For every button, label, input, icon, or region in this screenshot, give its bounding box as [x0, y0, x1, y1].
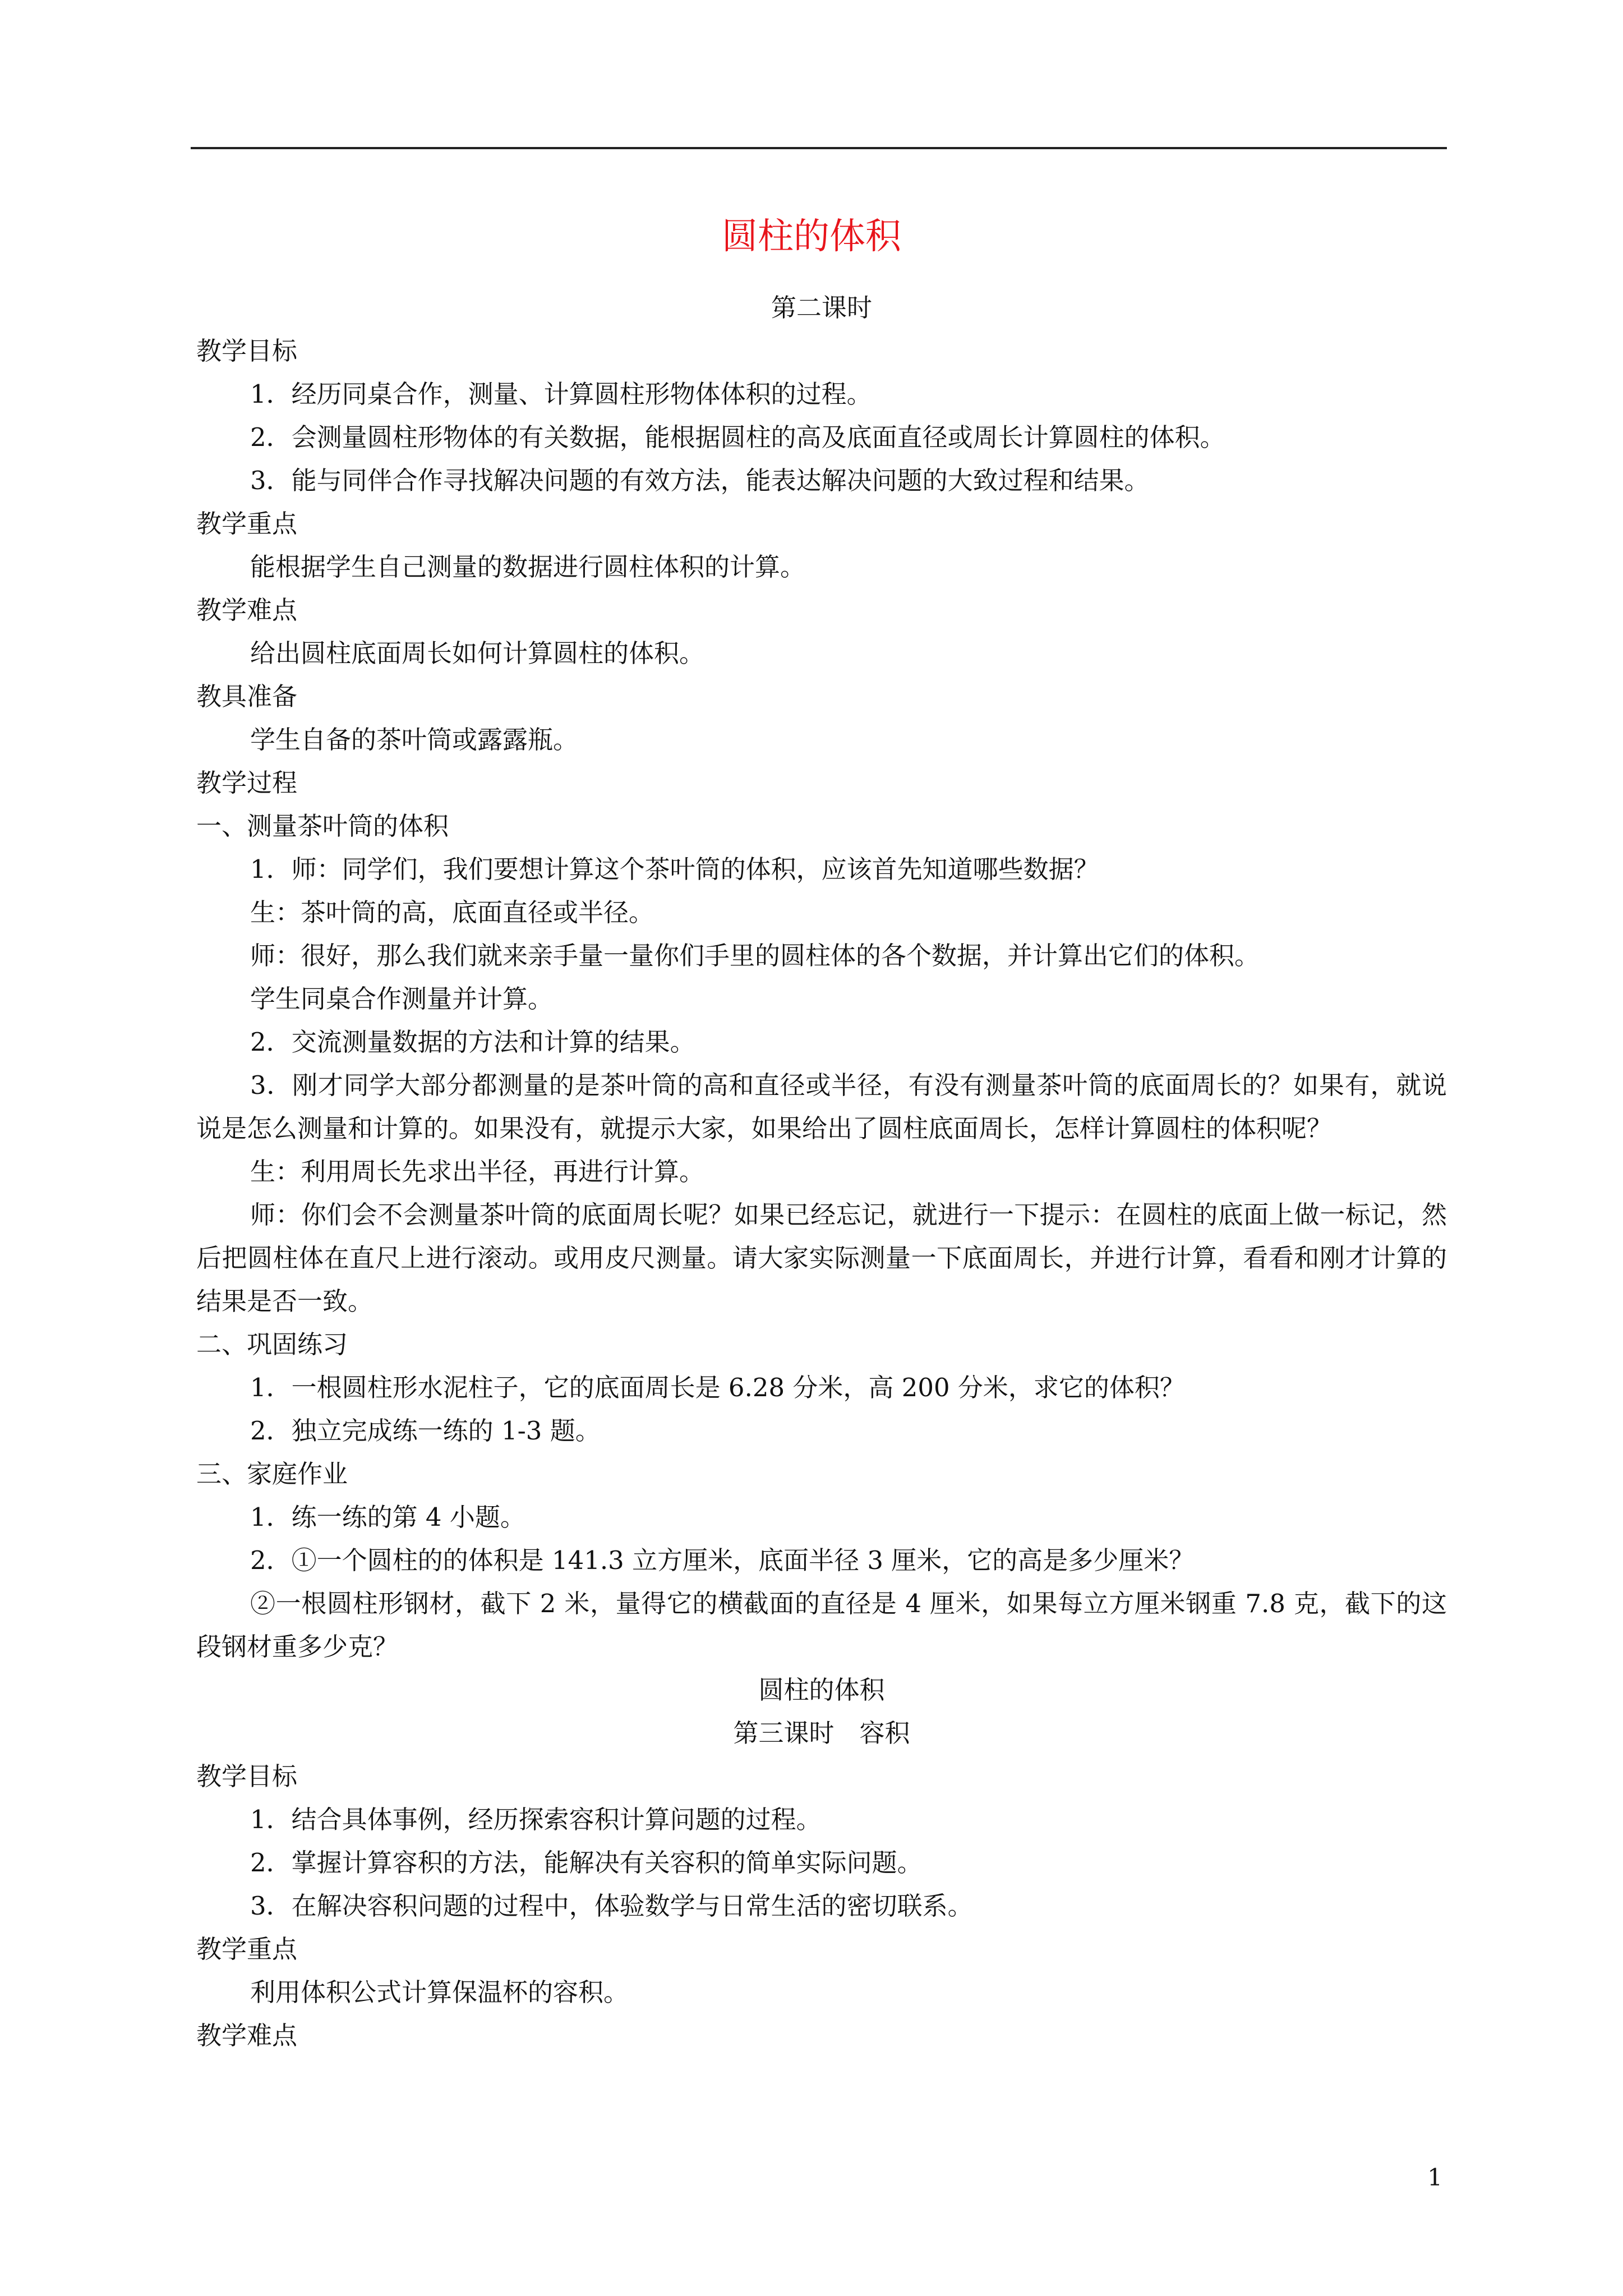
paragraph: 学生自备的茶叶筒或露露瓶。 [250, 725, 579, 754]
paragraph: 师：你们会不会测量茶叶筒的底面周长呢？如果已经忘记，就进行一下提示：在圆柱的底面上做一标记，然后把圆柱体在直尺上进行滚动。或用皮尺测量。请大家实际测量一下底面周长，并进行计算，看看和刚才计算的结果是否一致。 [196, 1200, 1447, 1316]
lesson-subtitle: 第二课时 [771, 293, 872, 323]
homework-item: 1．练一练的第 4 小题。 [250, 1502, 525, 1532]
section-heading: 教学目标 [196, 1761, 298, 1791]
homework-item: 2．①一个圆柱的的体积是 141.3 立方厘米，底面半径 3 厘米，它的高是多少厘米？ [250, 1545, 1195, 1575]
section-heading: 教学目标 [196, 336, 298, 366]
paragraph: 2．交流测量数据的方法和计算的结果。 [250, 1027, 695, 1057]
subsection-heading: 一、测量茶叶筒的体积 [196, 811, 449, 841]
paragraph: 3．刚才同学大部分都测量的是茶叶筒的高和直径或半径，有没有测量茶叶筒的底面周长的？如果有，就说说是怎么测量和计算的。如果没有，就提示大家，如果给出了圆柱底面周长，怎样计算圆柱的体积呢？ [196, 1070, 1447, 1143]
subsection-heading: 二、巩固练习 [196, 1329, 348, 1359]
section-heading: 教学重点 [196, 509, 298, 539]
section-heading: 教学难点 [196, 2021, 298, 2050]
paragraph: 学生同桌合作测量并计算。 [250, 984, 554, 1014]
paragraph: 师：很好，那么我们就来亲手量一量你们手里的圆柱体的各个数据，并计算出它们的体积。 [250, 941, 1260, 970]
document-body [196, 286, 1447, 2057]
objective-item: 3．能与同伴合作寻找解决问题的有效方法，能表达解决问题的大致过程和结果。 [250, 466, 1150, 495]
second-lesson-title: 圆柱的体积 [758, 1675, 885, 1705]
page-number: 1 [1427, 2164, 1442, 2191]
paragraph: 1．师：同学们，我们要想计算这个茶叶筒的体积，应该首先知道哪些数据？ [250, 854, 1099, 884]
section-heading: 教学重点 [196, 1934, 298, 1964]
paragraph: 给出圆柱底面周长如何计算圆柱的体积。 [250, 638, 705, 668]
objective-item: 2．会测量圆柱形物体的有关数据，能根据圆柱的高及底面直径或周长计算圆柱的体积。 [250, 422, 1225, 452]
exercise-item: 2．独立完成练一练的 1-3 题。 [250, 1416, 601, 1446]
document-title: 圆柱的体积 [722, 216, 901, 257]
paragraph: 能根据学生自己测量的数据进行圆柱体积的计算。 [250, 552, 806, 582]
lesson-subtitle: 第三课时 容积 [733, 1718, 910, 1748]
section-heading: 教学过程 [196, 768, 298, 798]
exercise-item: 1．一根圆柱形水泥柱子，它的底面周长是 6.28 分米，高 200 分米，求它的体积？ [250, 1373, 1185, 1402]
header-rule [191, 147, 1447, 149]
section-heading: 教学难点 [196, 595, 298, 625]
objective-item: 1．结合具体事例，经历探索容积计算问题的过程。 [250, 1805, 822, 1834]
homework-item: ②一根圆柱形钢材，截下 2 米，量得它的横截面的直径是 4 厘米，如果每立方厘米钢重 7.8 克，截下的这段钢材重多少克？ [196, 1589, 1447, 1662]
section-heading: 教具准备 [196, 682, 298, 711]
paragraph: 生：茶叶筒的高，底面直径或半径。 [250, 898, 654, 927]
objective-item: 3．在解决容积问题的过程中，体验数学与日常生活的密切联系。 [250, 1891, 973, 1921]
subsection-heading: 三、家庭作业 [196, 1459, 348, 1489]
paragraph: 利用体积公式计算保温杯的容积。 [250, 1977, 629, 2007]
objective-item: 1．经历同桌合作，测量、计算圆柱形物体体积的过程。 [250, 379, 872, 409]
objective-item: 2．掌握计算容积的方法，能解决有关容积的简单实际问题。 [250, 1848, 923, 1878]
paragraph: 生：利用周长先求出半径，再进行计算。 [250, 1157, 705, 1186]
